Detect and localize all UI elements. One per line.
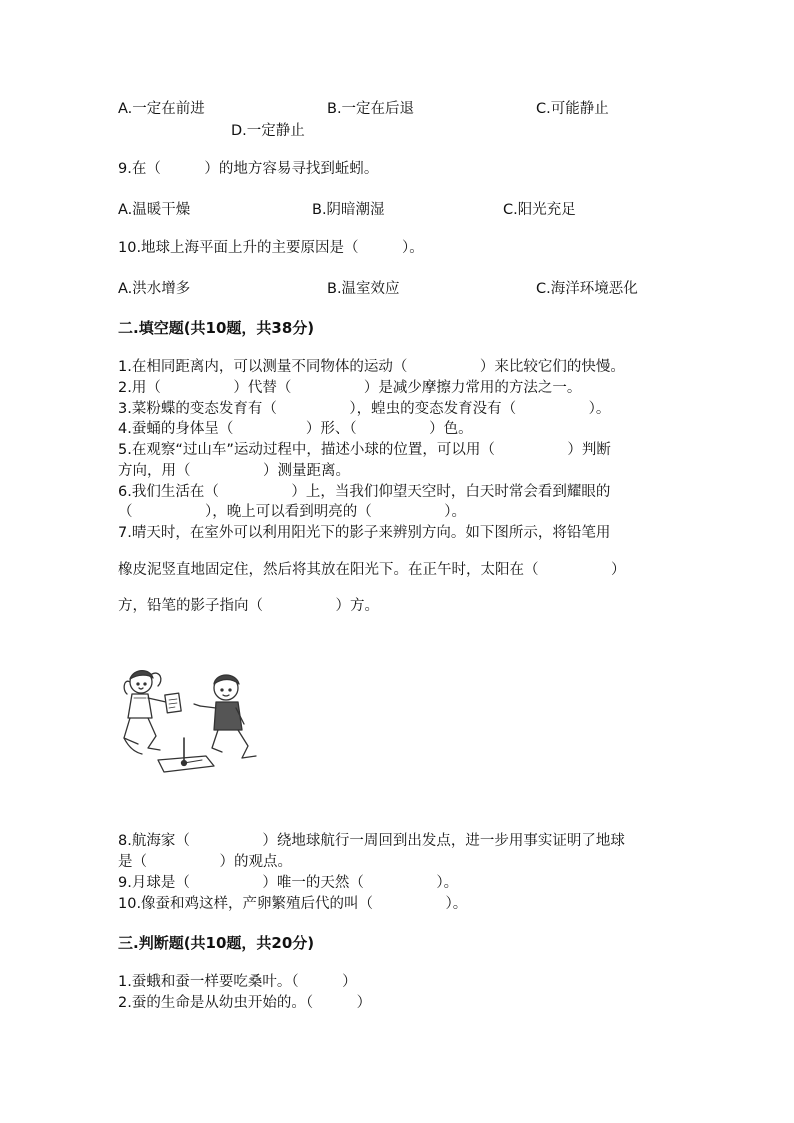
judge-q1: 1.蚕蛾和蚕一样要吃桑叶。（ ） bbox=[118, 974, 357, 990]
q9-text: 9.在（ ）的地方容易寻找到蚯蚓。 bbox=[118, 161, 379, 177]
fill-q10: 10.像蚕和鸡这样，产卵繁殖后代的叫（ ）。 bbox=[118, 896, 468, 912]
fill-q7-cont2: 方，铅笔的影子指向（ ）方。 bbox=[118, 598, 379, 614]
fill-q7: 7.晴天时，在室外可以利用阳光下的影子来辨别方向。如下图所示，将铅笔用 bbox=[118, 525, 611, 541]
fill-q3: 3.菜粉蝶的变态发育有（ ），蝗虫的变态发育没有（ ）。 bbox=[118, 401, 611, 417]
q8-option-a: A.一定在前进 bbox=[118, 101, 205, 117]
q10-option-b: B.温室效应 bbox=[327, 281, 400, 297]
q8-option-c: C.可能静止 bbox=[536, 101, 609, 117]
q8-option-d: D.一定静止 bbox=[231, 123, 305, 139]
fill-q7-cont1: 橡皮泥竖直地固定住，然后将其放在阳光下。在正午时，太阳在（ ） bbox=[118, 562, 626, 578]
q10-option-a: A.洪水增多 bbox=[118, 281, 191, 297]
fill-q8: 8.航海家（ ）绕地球航行一周回到出发点，进一步用事实证明了地球 bbox=[118, 833, 625, 849]
fill-q1: 1.在相同距离内，可以测量不同物体的运动（ ）来比较它们的快慢。 bbox=[118, 359, 625, 375]
q9-option-b: B.阴暗潮湿 bbox=[312, 202, 385, 218]
fill-q6: 6.我们生活在（ ）上，当我们仰望天空时，白天时常会看到耀眼的 bbox=[118, 484, 611, 500]
q10-text: 10.地球上海平面上升的主要原因是（ ）。 bbox=[118, 240, 424, 256]
fill-q9: 9.月球是（ ）唯一的天然（ ）。 bbox=[118, 875, 459, 891]
judge-q2: 2.蚕的生命是从幼虫开始的。（ ） bbox=[118, 995, 372, 1011]
q9-option-a: A.温暖干燥 bbox=[118, 202, 191, 218]
section2-heading: 二.填空题(共10题，共38分) bbox=[118, 319, 315, 337]
fill-q5: 5.在观察“过山车”运动过程中，描述小球的位置，可以用（ ）判断 bbox=[118, 442, 611, 458]
fill-q5-cont: 方向，用（ ）测量距离。 bbox=[118, 463, 350, 479]
q9-option-c: C.阳光充足 bbox=[503, 202, 576, 218]
children-pencil-shadow-illustration bbox=[118, 660, 260, 778]
fill-q8-cont: 是（ ）的观点。 bbox=[118, 854, 292, 870]
fill-q2: 2.用（ ）代替（ ）是减少摩擦力常用的方法之一。 bbox=[118, 380, 582, 396]
fill-q4: 4.蚕蛹的身体呈（ ）形、（ ）色。 bbox=[118, 421, 473, 437]
section3-heading: 三.判断题(共10题，共20分) bbox=[118, 934, 315, 952]
q10-option-c: C.海洋环境恶化 bbox=[536, 281, 638, 297]
fill-q6-cont: （ ），晚上可以看到明亮的（ ）。 bbox=[118, 504, 466, 520]
q8-option-b: B.一定在后退 bbox=[327, 101, 415, 117]
